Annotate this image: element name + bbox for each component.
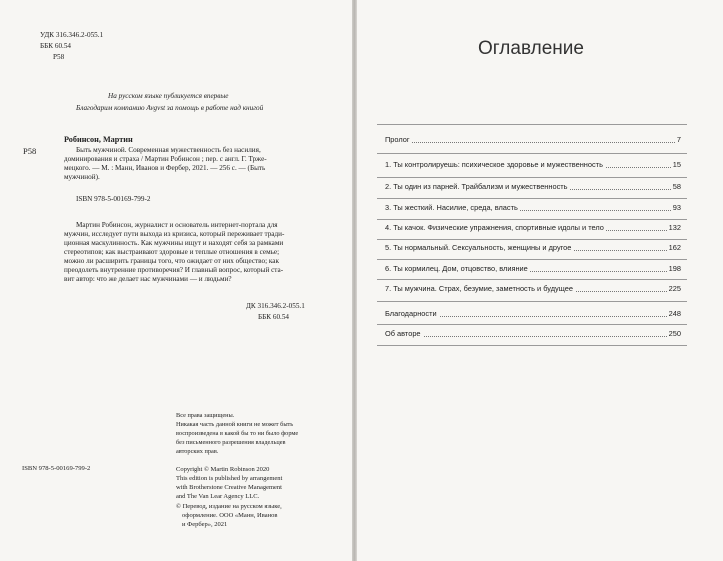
toc-divider xyxy=(377,279,687,280)
annotation-line-7: вит автор: что же делает нас мужчинами — и людьми? xyxy=(64,275,232,283)
toc-entry-page: 248 xyxy=(668,309,681,318)
toc-divider xyxy=(377,177,687,178)
toc-entry-chapter-3[interactable] xyxy=(385,203,681,213)
toc-entry-prologue[interactable] xyxy=(385,135,681,145)
annotation-line-4: стереотипов; как выстраивают здоровые и теплые отношения в семье; xyxy=(64,248,280,256)
toc-leader-dots xyxy=(385,336,681,337)
toc-entry-page: 93 xyxy=(672,203,681,212)
acknowledgement-note: Благодарим компанию Avgvst за помощь в работе над книгой xyxy=(76,104,264,112)
toc-entry-label: 6. Ты кормилец. Дом, отцовство, влияние xyxy=(385,264,528,273)
toc-entry-chapter-2[interactable] xyxy=(385,182,681,192)
author-heading: Робинсон, Мартин xyxy=(64,135,133,144)
toc-entry-label: 3. Ты жесткий. Насилие, среда, власть xyxy=(385,203,518,212)
toc-divider xyxy=(377,259,687,260)
annotation-line-3: ционная маскулинность. Как мужчины ищут и находят себя за рамками xyxy=(64,239,284,247)
biblio-line-1: Быть мужчиной. Современная мужественность без насилия, xyxy=(76,146,261,154)
toc-entry-chapter-4[interactable] xyxy=(385,223,681,233)
isbn-bottom: ISBN 978-5-00169-799-2 xyxy=(22,465,91,472)
toc-entry-label: 5. Ты нормальный. Сексуальность, женщины и другое xyxy=(385,243,572,252)
udk-secondary: ДК 316.346.2-055.1 xyxy=(246,302,305,310)
toc-entry-page: 198 xyxy=(668,264,681,273)
biblio-line-2: доминирования и страха / Мартин Робинсон ; пер. с англ. Г. Тржe- xyxy=(64,155,267,163)
toc-leader-dots xyxy=(385,142,681,143)
rights-line-1: Все права защищены. xyxy=(176,412,235,419)
toc-entry-about-author[interactable] xyxy=(385,329,681,339)
first-publication-note: На русском языке публикуется впервые xyxy=(108,92,229,100)
toc-entry-chapter-7[interactable] xyxy=(385,284,681,294)
rights-line-5: авторских прав. xyxy=(176,448,219,455)
toc-entry-page: 162 xyxy=(668,243,681,252)
toc-entry-chapter-6[interactable] xyxy=(385,264,681,274)
toc-entry-page: 250 xyxy=(668,329,681,338)
toc-divider xyxy=(377,153,687,154)
biblio-line-4: мужчиной). xyxy=(64,173,100,181)
annotation-line-1: Мартин Робинсон, журналист и основатель интернет-портала для xyxy=(76,221,278,229)
copyright-line-3: with Brotherstone Creative Management xyxy=(176,484,282,491)
toc-entry-chapter-1[interactable] xyxy=(385,160,681,170)
rights-line-4: без письменного разрешения владельцев xyxy=(176,439,286,446)
annotation-line-5: можно ли расширить границы того, что ожидает от них общество; как xyxy=(64,257,279,265)
toc-divider xyxy=(377,301,687,302)
copyright-line-6: оформление. ООО «Манн, Иванов xyxy=(182,512,278,519)
copyright-line-1: Copyright © Martin Robinson 2020 xyxy=(176,466,270,473)
toc-entry-label: Благодарности xyxy=(385,309,437,318)
toc-title: Оглавление xyxy=(478,38,584,59)
toc-divider xyxy=(377,219,687,220)
toc-entry-page: 132 xyxy=(668,223,681,232)
udk-code: УДК 316.346.2-055.1 xyxy=(40,31,104,39)
biblio-line-3: мецкого. — М. : Манн, Иванов и Фербер, 2021. — 256 с. — (Быть xyxy=(64,164,266,172)
toc-entry-label: 7. Ты мужчина. Страх, безумие, заметность и будущее xyxy=(385,284,573,293)
annotation-line-2: мужчин, исследует пути выхода из кризиса, который переживает тради- xyxy=(64,230,285,238)
margin-author-mark: Р58 xyxy=(23,146,37,156)
toc-entry-label: Пролог xyxy=(385,135,410,144)
toc-bottom-rule xyxy=(377,345,687,346)
toc-entry-label: 4. Ты качок. Физические упражнения, спортивные идолы и тело xyxy=(385,223,604,232)
toc-entry-label: 1. Ты контролируешь: психическое здоровье и мужественность xyxy=(385,160,603,169)
toc-entry-acknowledgements[interactable] xyxy=(385,309,681,319)
toc-divider xyxy=(377,198,687,199)
isbn: ISBN 978-5-00169-799-2 xyxy=(76,195,151,203)
toc-entry-page: 15 xyxy=(672,160,681,169)
toc-entry-label: 2. Ты один из парней. Трайбализм и мужественность xyxy=(385,182,568,191)
toc-top-rule xyxy=(377,124,687,125)
toc-entry-page: 58 xyxy=(672,182,681,191)
toc-entry-chapter-5[interactable] xyxy=(385,243,681,253)
rights-line-3: воспроизведена в какой бы то ни было форме xyxy=(176,430,299,437)
author-mark: Р58 xyxy=(53,53,65,61)
rights-line-2: Никакая часть данной книги не может быть xyxy=(176,421,294,428)
bbk-secondary: ББК 60.54 xyxy=(258,313,290,321)
toc-entry-label: Об авторе xyxy=(385,329,421,338)
copyright-line-2: This edition is published by arrangement xyxy=(176,475,283,482)
toc-divider xyxy=(377,239,687,240)
annotation-line-6: преодолеть внутренние противоречия? И главный вопрос, который ста- xyxy=(64,266,284,274)
copyright-line-4: and The Van Lear Agency LLC. xyxy=(176,493,260,500)
toc-divider xyxy=(377,324,687,325)
bbk-code: ББК 60.54 xyxy=(40,42,72,50)
toc-entry-page: 225 xyxy=(668,284,681,293)
copyright-line-7: и Фербер», 2021 xyxy=(182,521,228,528)
right-page xyxy=(357,0,723,561)
copyright-line-5: © Перевод, издание на русском языке, xyxy=(176,503,282,510)
toc-entry-page: 7 xyxy=(676,135,681,144)
